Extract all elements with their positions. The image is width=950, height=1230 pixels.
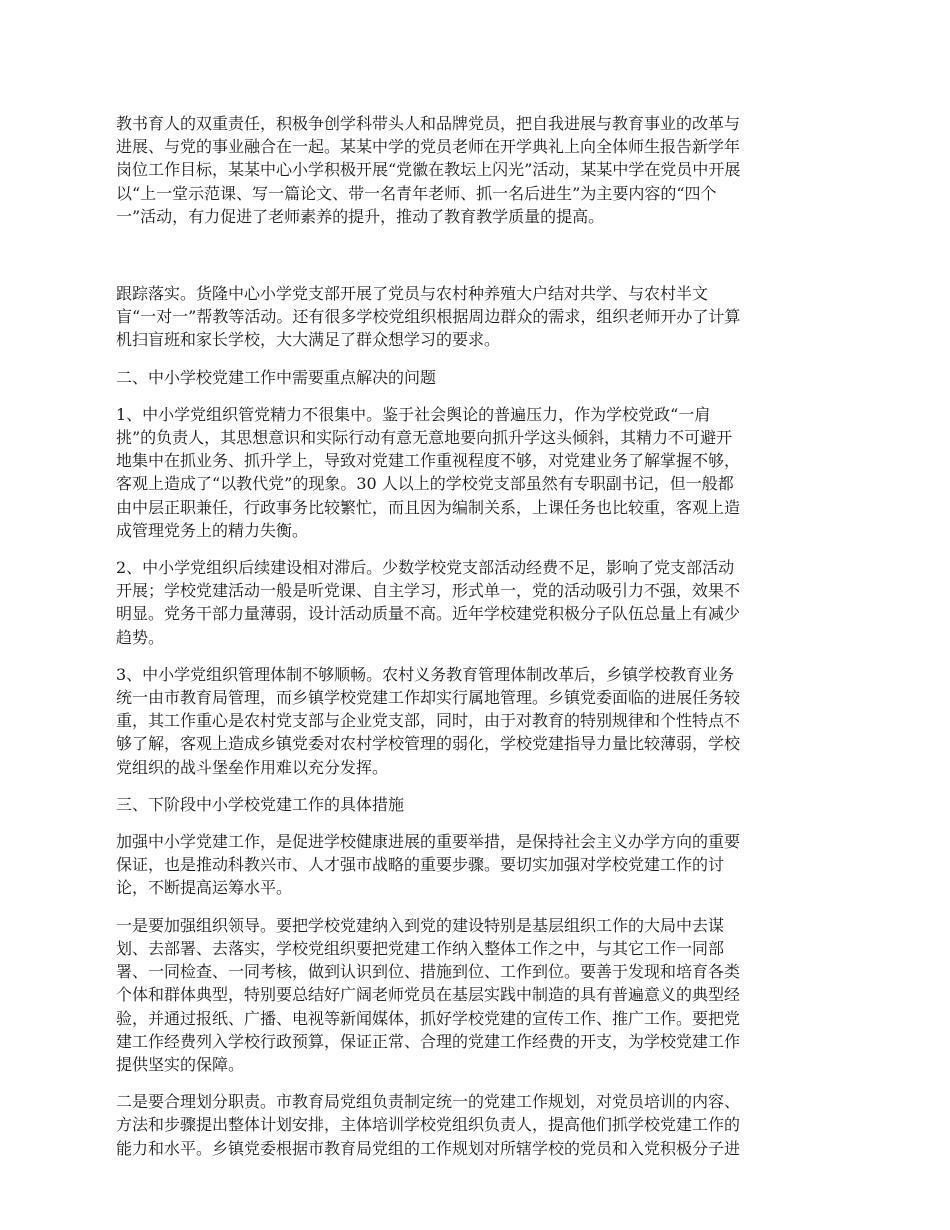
text-line: 加强中小学党建工作，是促进学校健康进展的重要举措，是保持社会主义办学方向的重要 (116, 832, 741, 852)
paragraph-problem-3 (116, 663, 840, 779)
text-line: 3、中小学党组织管理体制不够顺畅。农村义务教育管理体制改革后，乡镇学校教育业务 (116, 664, 735, 684)
paragraph-measure-1 (116, 914, 840, 1076)
text-line: 跟踪落实。货隆中心小学党支部开展了党员与农村种养殖大户结对共学、与农村半文 (116, 284, 709, 304)
text-line: 划、去部署、去落实，学校党组织要把党建工作纳入整体工作之中，与其它工作一同部 (116, 938, 725, 958)
text-line: 一是要加强组织领导。要把学校党建纳入到党的建设特别是基层组织工作的大局中去谋 (116, 915, 725, 935)
paragraph-measure-2 (116, 1090, 840, 1160)
text-line: 署、一同检查、一同考核，做到认识到位、措施到位、工作到位。要善于发现和培育各类 (116, 962, 741, 982)
text-line: 统一由市教育局管理，而乡镇学校党建工作却实行属地管理。乡镇党委面临的进展任务较 (116, 688, 741, 708)
text-line: 明显。党务干部力量薄弱，设计活动质量不高。近年学校建党积极分子队伍总量上有减少 (116, 604, 741, 624)
text-line: 验，并通过报纸、广播、电视等新闻媒体，抓好学校党建的宣传工作、推广工作。要把党 (116, 1008, 741, 1028)
text-line: 由中层正职兼任，行政事务比较繁忙，而且因为编制关系，上课任务也比较重，客观上造 (116, 497, 741, 517)
text-line: 提供坚实的保障。 (116, 1054, 245, 1074)
section-gap (116, 242, 840, 282)
text-line: 进展、与党的事业融合在一起。某某中学的党员老师在开学典礼上向全体师生报告新学年 (116, 137, 741, 157)
paragraph-problem-1 (116, 403, 840, 542)
text-line: 党组织的战斗堡垒作用难以充分发挥。 (116, 757, 389, 777)
text-line: 一”活动，有力促进了老师素养的提升，推动了教育教学质量的提高。 (116, 206, 605, 226)
paragraph-teacher-responsibility (116, 112, 840, 228)
text-line: 盲“一对一”帮教等活动。还有很多学校党组织根据周边群众的需求，组织老师开办了计算 (116, 307, 741, 327)
text-line: 机扫盲班和家长学校，大大满足了群众想学习的要求。 (116, 330, 501, 350)
text-line: 二是要合理划分职责。市教育局党组负责制定统一的党建工作规划，对党员培训的内容、 (116, 1092, 741, 1112)
text-line: 重，其工作重心是农村党支部与企业党支部，同时，由于对教育的特别规律和个性特点不 (116, 711, 741, 731)
text-line: 趋势。 (116, 627, 165, 647)
paragraph-measures-intro (116, 830, 840, 900)
section-heading-3: 三、下阶段中小学校党建工作的具体措施 (116, 794, 405, 814)
text-line: 保证，也是推动科教兴市、人才强市战略的重要步骤。要切实加强对学校党建工作的讨 (116, 855, 725, 875)
text-line: 岗位工作目标，某某中心小学积极开展“党徽在教坛上闪光”活动，某某中学在党员中开展 (116, 160, 741, 180)
text-line: 1、中小学党组织管党精力不很集中。鉴于社会舆论的普遍压力，作为学校党政“一肩 (116, 404, 711, 424)
text-line: 论，不断提高运筹水平。 (116, 878, 293, 898)
paragraph-tracking-implementation (116, 282, 840, 352)
document-page (116, 112, 840, 1174)
text-line: 教书育人的双重责任，积极争创学科带头人和品牌党员，把自我进展与教育事业的改革与 (116, 114, 741, 133)
text-line: 够了解，客观上造成乡镇党委对农村学校管理的弱化，学校党建指导力量比较薄弱，学校 (116, 734, 741, 754)
section-heading-2: 二、中小学校党建工作中需要重点解决的问题 (116, 367, 437, 387)
text-line: 个体和群体典型，特别要总结好广阔老师党员在基层实践中制造的具有普遍意义的典型经 (116, 985, 741, 1005)
text-line: 以“上一堂示范课、写一篇论文、带一名青年老师、抓一名后进生”为主要内容的“四个 (116, 183, 717, 203)
text-line: 能力和水平。乡镇党委根据市教育局党组的工作规划对所辖学校的党员和入党积极分子进 (116, 1138, 741, 1158)
text-line: 2、中小学党组织后续建设相对滞后。少数学校党支部活动经费不足，影响了党支部活动 (116, 558, 735, 578)
text-line: 挑”的负责人，其思想意识和实际行动有意无意地要向抓升学这头倾斜，其精力不可避开 (116, 428, 733, 448)
text-line: 地集中在抓业务、抓升学上，导致对党建工作重视程度不够，对党建业务了解掌握不够， (116, 451, 741, 471)
text-line: 客观上造成了“以教代党”的现象。30 人以上的学校党支部虽然有专职副书记，但一般都 (116, 474, 734, 494)
paragraph-problem-2 (116, 556, 840, 649)
text-line: 成管理党务上的精力失衡。 (116, 520, 309, 540)
text-line: 开展；学校党建活动一般是听党课、自主学习，形式单一，党的活动吸引力不强，效果不 (116, 581, 741, 601)
text-line: 方法和步骤提出整体计划安排，主体培训学校党组织负责人，提高他们抓学校党建工作的 (116, 1115, 741, 1135)
text-line: 建工作经费列入学校行政预算，保证正常、合理的党建工作经费的开支，为学校党建工作 (116, 1031, 741, 1051)
